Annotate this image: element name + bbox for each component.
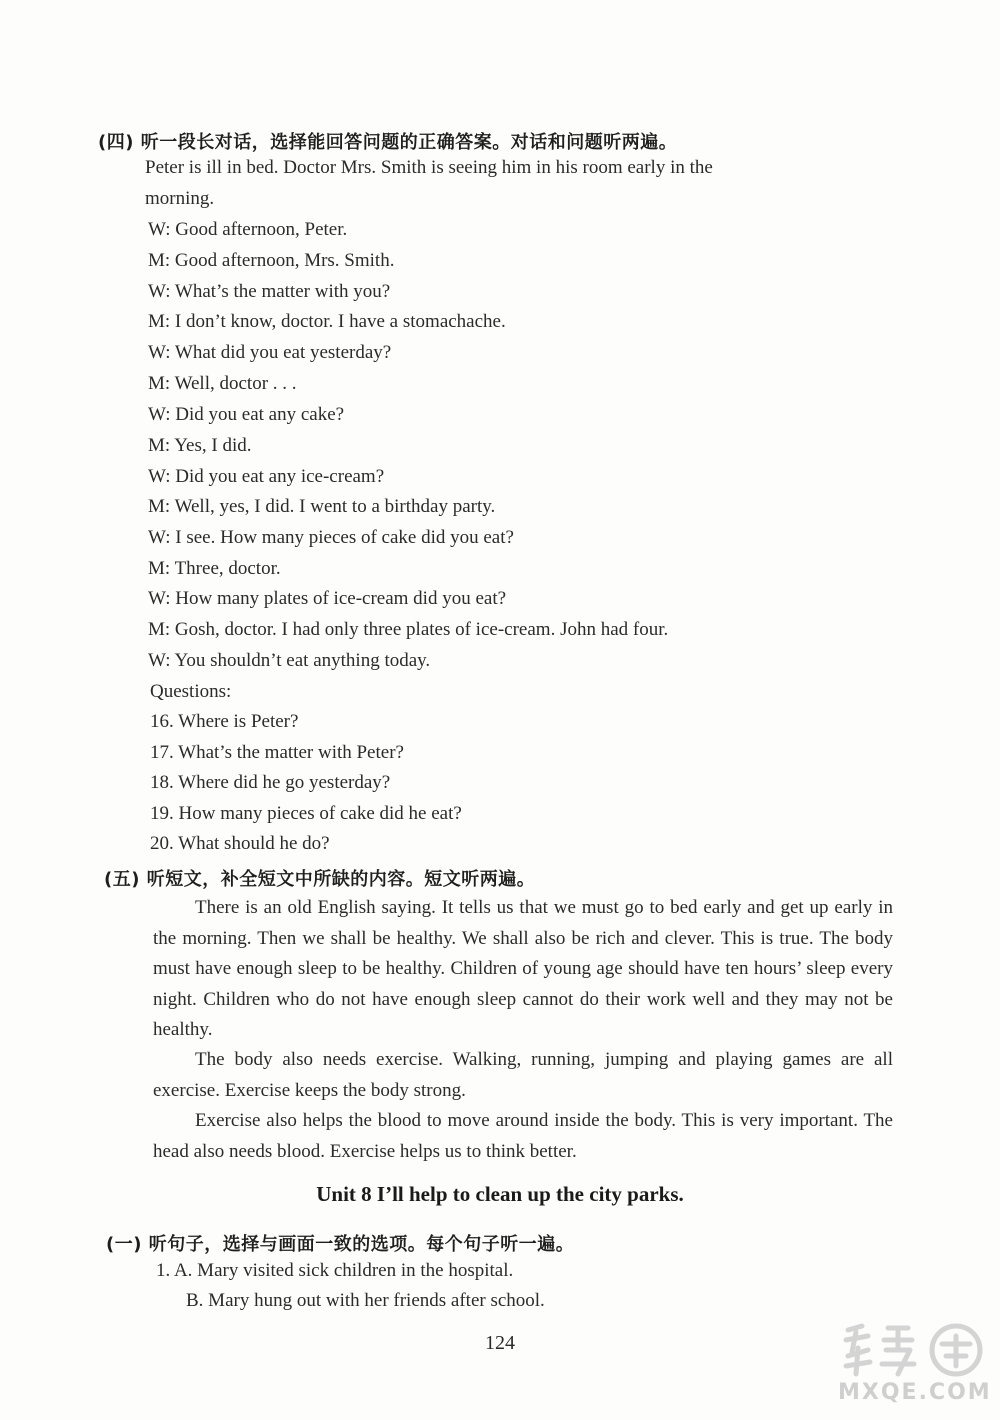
dialogue-line: W: What did you eat yesterday? [148,342,392,363]
dialogue-line: W: I see. How many pieces of cake did you eat? [148,527,514,548]
dialogue-line: M: Well, doctor . . . [148,373,297,394]
passage-paragraph: Exercise also helps the blood to move around inside the body. This is very important. The head also needs blood. Exercise helps us to think better. [153,1110,893,1162]
dialogue-line: W: How many plates of ice-cream did you eat? [148,588,507,609]
option-line: 1. A. Mary visited sick children in the hospital. [156,1260,514,1281]
option-line: B. Mary hung out with her friends after school. [186,1290,545,1311]
passage-paragraph: The body also needs exercise. Walking, running, jumping and playing games are all exercise. Exercise keeps the body strong. [153,1049,893,1101]
intro-line: Peter is ill in bed. Doctor Mrs. Smith is seeing him in his room early in the [145,157,713,178]
dialogue-line: M: I don’t know, doctor. I have a stomachache. [148,311,506,332]
dialogue-line: W: Good afternoon, Peter. [148,219,348,240]
dialogue-line: M: Gosh, doctor. I had only three plates of ice-cream. John had four. [148,619,669,640]
section-1-heading: (一) 听句子，选择与画面一致的选项。每个句子听一遍。 [106,1234,575,1255]
passage-paragraph: There is an old English saying. It tells us that we must go to bed early and get up early in the morning. Then we shall be healthy. We shall also be rich and clever. This is true. The body must have enough sleep to be healthy. Children of young age should have ten hours’ sleep every night. Children who do not have enough sleep cannot do their work well and they may not be healthy. [153,897,893,1040]
intro-line: morning. [145,188,215,209]
dialogue-line: M: Good afternoon, Mrs. Smith. [148,250,395,271]
question-item: 16. Where is Peter? [150,711,299,732]
questions-label: Questions: [150,681,232,702]
question-item: 19. How many pieces of cake did he eat? [150,803,462,824]
dialogue-line: M: Yes, I did. [148,435,252,456]
page-number: 124 [485,1332,515,1354]
dialogue-line: W: What’s the matter with you? [148,281,391,302]
dialogue-line: M: Well, yes, I did. I went to a birthday party. [148,496,496,517]
question-item: 20. What should he do? [150,833,330,854]
dialogue-line: W: You shouldn’t eat anything today. [148,650,431,671]
section-4-heading: (四) 听一段长对话，选择能回答问题的正确答案。对话和问题听两遍。 [98,132,678,153]
question-item: 17. What’s the matter with Peter? [150,742,404,763]
dialogue-line: W: Did you eat any ice-cream? [148,466,385,487]
watermark-logo-icon [838,1318,988,1383]
unit-title: Unit 8 I’ll help to clean up the city parks. [316,1182,684,1206]
dialogue-line: M: Three, doctor. [148,558,281,579]
section-5-heading: (五) 听短文，补全短文中所缺的内容。短文听两遍。 [104,869,536,890]
watermark [838,1318,992,1413]
watermark-site: MXQE.COM [838,1380,992,1405]
dialogue-line: W: Did you eat any cake? [148,404,345,425]
question-item: 18. Where did he go yesterday? [150,772,391,793]
